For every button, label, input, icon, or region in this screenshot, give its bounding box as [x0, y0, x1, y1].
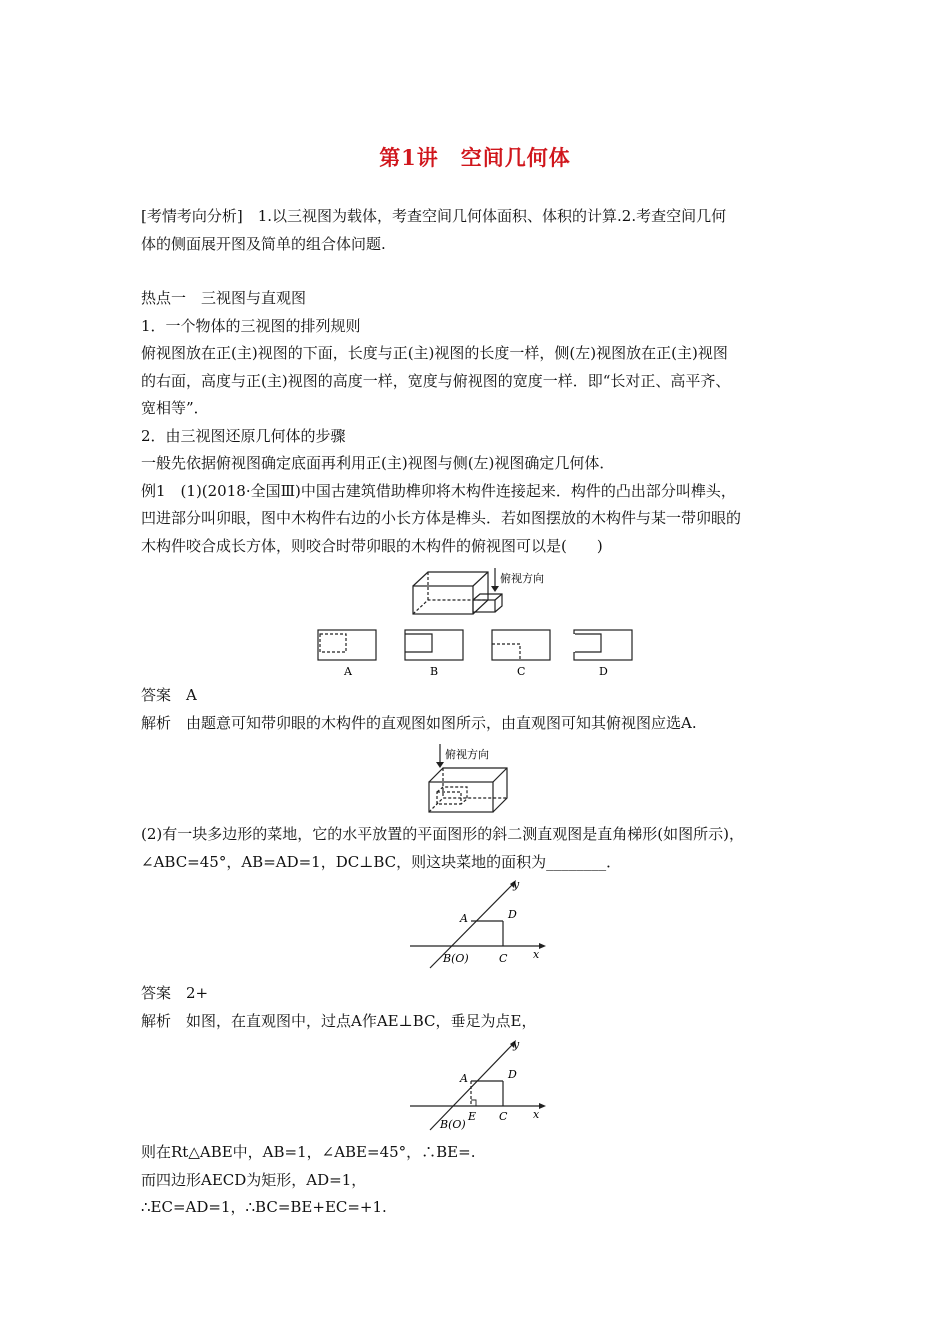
- solution-2: 解析 如图，在直观图中，过点A作AE⊥BC，垂足为点E，: [141, 1012, 537, 1030]
- axis-x-label: x: [533, 1108, 540, 1121]
- option-label-c: C: [517, 665, 526, 678]
- point-d-label: D: [508, 1068, 517, 1081]
- page-title: 第1讲 空间几何体: [379, 145, 571, 170]
- solution-1: 解析 由题意可知带卯眼的木构件的直观图如图所示，由直观图可知其俯视图应选A.: [141, 714, 697, 732]
- point-e-label: E: [468, 1110, 477, 1123]
- paragraph-line: 一般先依据俯视图确定底面再利用正(主)视图与侧(左)视图确定几何体．: [141, 454, 615, 472]
- derivation-line-3: ∴EC=AD=1，∴BC=BE+EC=+1.: [141, 1198, 387, 1216]
- trapezoid-figure: [405, 876, 550, 971]
- view-direction-label: 俯视方向: [500, 572, 544, 585]
- section-heading: 热点一 三视图与直观图: [141, 289, 307, 307]
- question-2-line-2: ∠ABC=45°，AB=AD=1，DC⊥BC，则这块菜地的面积为________．: [141, 853, 622, 871]
- paragraph-line: 的右面，高度与正(主)视图的高度一样，宽度与俯视图的宽度一样．即“长对正、高平齐、: [141, 372, 731, 390]
- option-label-d: D: [599, 665, 608, 678]
- intro-line-2: 体的侧面展开图及简单的组合体问题.: [141, 235, 386, 253]
- question-2-line-1: (2)有一块多边形的菜地，它的水平放置的平面图形的斜二测直观图是直角梯形(如图所示)，: [141, 825, 744, 843]
- axis-x-label: x: [533, 948, 540, 961]
- example-line: 例1 (1)(2018·全国Ⅲ)中国古建筑借助榫卯将木构件连接起来．构件的凸出部分叫榫头，: [141, 482, 736, 500]
- option-label-b: B: [430, 665, 439, 678]
- axis-y-label: y: [513, 1038, 520, 1051]
- mortise-figure: [425, 742, 535, 817]
- trapezoid-with-altitude-figure: [405, 1036, 550, 1136]
- paragraph-line: 俯视图放在正(主)视图的下面，长度与正(主)视图的长度一样，侧(左)视图放在正(主)视图: [141, 344, 728, 362]
- point-a-label: A: [460, 1072, 468, 1085]
- point-c-label: C: [499, 1110, 508, 1123]
- point-b-label: B(O): [440, 1118, 466, 1131]
- answer-2: 答案 2+: [141, 984, 209, 1002]
- intro-line-1: [考情考向分析] 1.以三视图为载体，考查空间几何体面积、体积的计算.2.考查空间几何: [141, 207, 727, 225]
- point-a-label: A: [460, 912, 468, 925]
- paragraph-line: 宽相等”．: [141, 399, 209, 417]
- point-d-label: D: [508, 908, 517, 921]
- derivation-line-2: 而四边形AECD为矩形，AD=1，: [141, 1171, 367, 1189]
- answer-1: 答案 A: [141, 686, 197, 704]
- example-line: 凹进部分叫卯眼，图中木构件右边的小长方体是榫头．若如图摆放的木构件与某一带卯眼的: [141, 509, 742, 527]
- example-line: 木构件咬合成长方体，则咬合时带卯眼的木构件的俯视图可以是( ): [141, 537, 603, 555]
- tenon-options-figure: [310, 562, 640, 682]
- axis-y-label: y: [513, 878, 520, 891]
- option-label-a: A: [344, 665, 352, 678]
- view-direction-label: 俯视方向: [445, 748, 489, 761]
- point-c-label: C: [499, 952, 508, 965]
- rule-heading-2: 2．由三视图还原几何体的步骤: [141, 427, 346, 445]
- rule-heading-1: 1．一个物体的三视图的排列规则: [141, 317, 361, 335]
- point-b-label: B(O): [443, 952, 469, 965]
- derivation-line-1: 则在Rt△ABE中，AB=1，∠ABE=45°，∴BE=.: [141, 1143, 476, 1161]
